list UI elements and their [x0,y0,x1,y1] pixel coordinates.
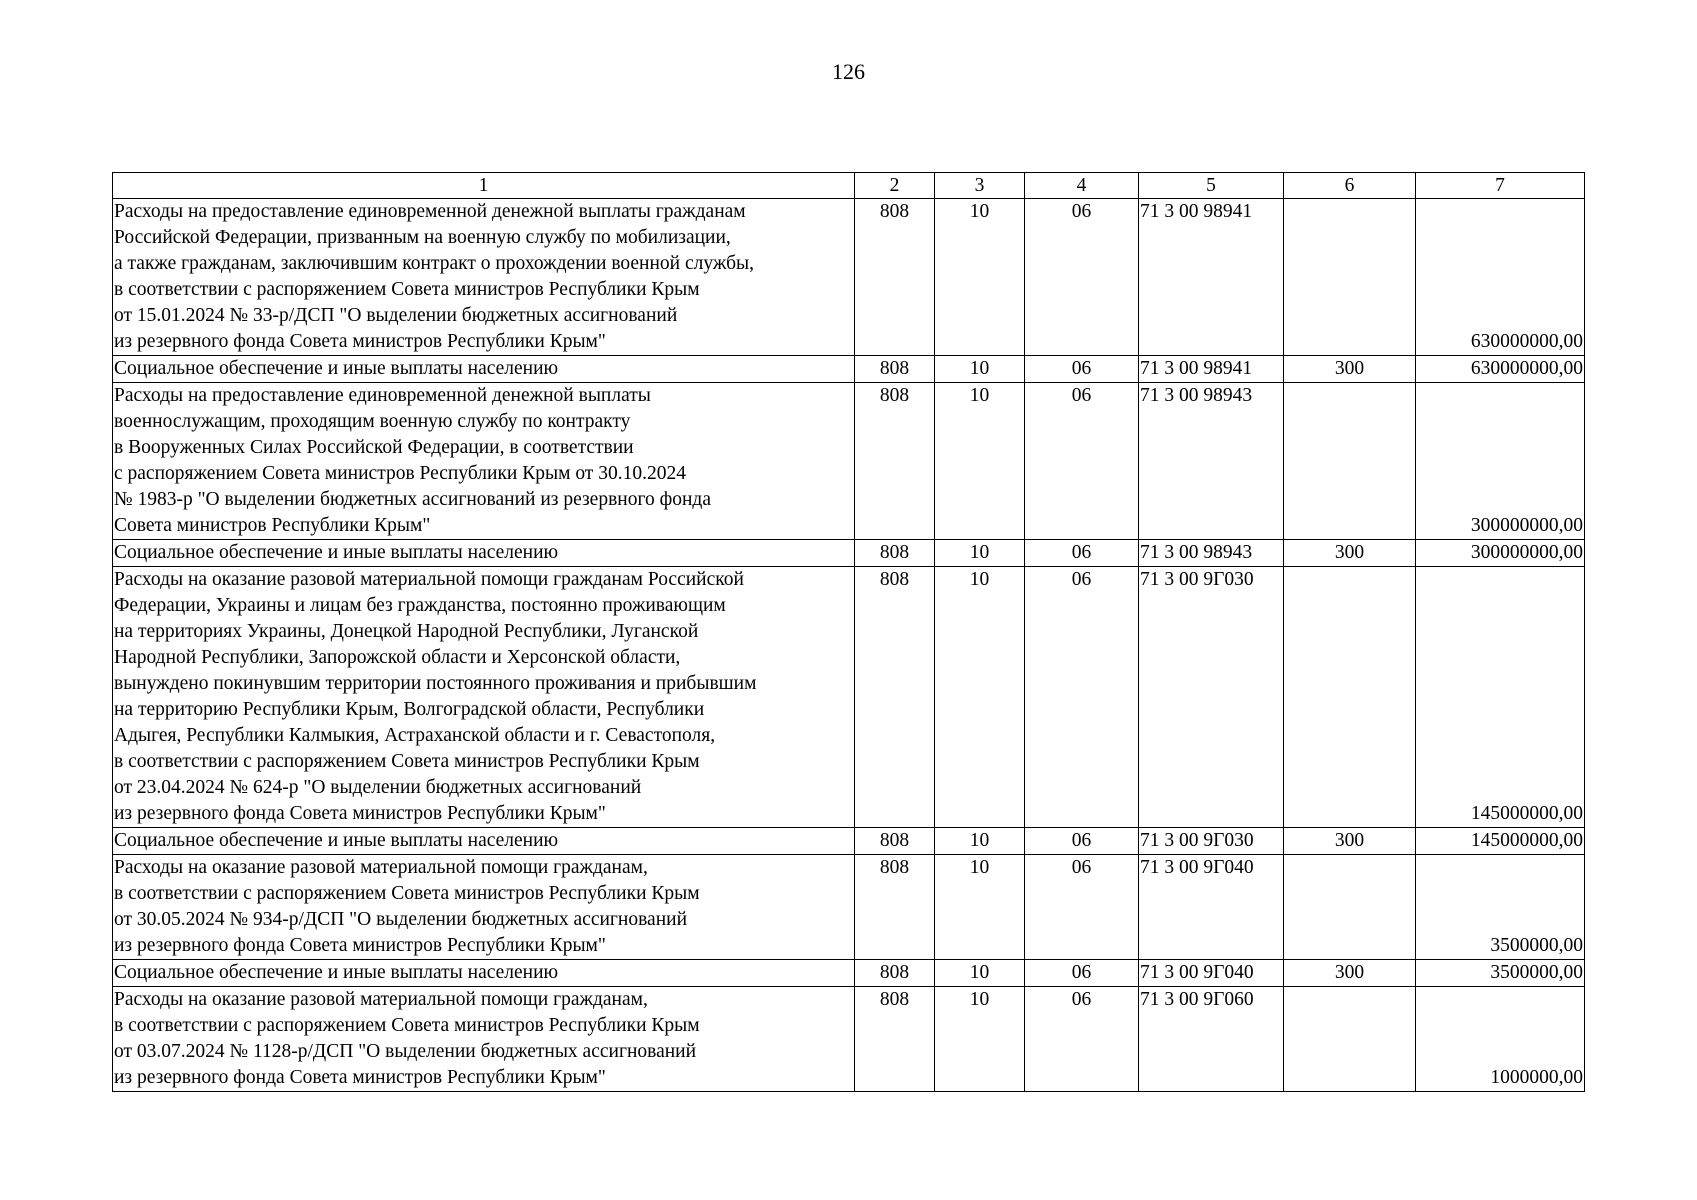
budget-table [112,172,1585,1092]
subsection-code-cell: 06 [1025,960,1139,987]
target-article-cell: 71 3 00 9Г040 [1139,855,1284,960]
subsection-code-cell: 06 [1025,383,1139,540]
header-cell: 6 [1284,173,1416,199]
header-cell: 2 [855,173,935,199]
header-cell: 5 [1139,173,1284,199]
expense-type-cell: 300 [1284,356,1416,383]
expense-name-cell: Расходы на оказание разовой материальной помощи гражданам, в соответствии с распоряжением Совета министров Республики Крым от 03.07.2024 № 1128-р/ДСП "О выделении бюджетных ассигнований из резервного фонда Совета министров Республики Крым" [113,987,855,1092]
amount-cell: 300000000,00 [1416,540,1585,567]
section-code-cell: 10 [935,828,1025,855]
expense-type-cell [1284,383,1416,540]
table-row [113,540,1585,567]
header-cell: 3 [935,173,1025,199]
expense-name-cell: Расходы на предоставление единовременной денежной выплаты гражданам Российской Федерации, призванным на военную службу по мобилизации, а также гражданам, заключившим контракт о прохождении военной службы, в соответствии с распоряжением Совета министров Республики Крым от 15.01.2024 № 33-р/ДСП "О выделении бюджетных ассигнований из резервного фонда Совета министров Республики Крым" [113,199,855,356]
header-row [113,173,1585,199]
ministry-code-cell: 808 [855,987,935,1092]
section-code-cell: 10 [935,199,1025,356]
expense-type-cell: 300 [1284,540,1416,567]
subsection-code-cell: 06 [1025,356,1139,383]
page-number: 126 [832,59,865,84]
section-code-cell: 10 [935,960,1025,987]
ministry-code-cell: 808 [855,199,935,356]
table-row [113,960,1585,987]
target-article-cell: 71 3 00 9Г030 [1139,567,1284,828]
target-article-cell: 71 3 00 9Г060 [1139,987,1284,1092]
table-row [113,828,1585,855]
expense-name-cell: Социальное обеспечение и иные выплаты населению [113,540,855,567]
target-article-cell: 71 3 00 98941 [1139,199,1284,356]
section-code-cell: 10 [935,855,1025,960]
amount-cell: 630000000,00 [1416,199,1585,356]
section-code-cell: 10 [935,987,1025,1092]
amount-cell: 145000000,00 [1416,828,1585,855]
amount-cell: 145000000,00 [1416,567,1585,828]
amount-cell: 3500000,00 [1416,855,1585,960]
expense-type-cell: 300 [1284,828,1416,855]
expense-name-cell: Расходы на оказание разовой материальной помощи гражданам Российской Федерации, Украины и лицам без гражданства, постоянно проживающим на территориях Украины, Донецкой Народной Республики, Луганской Народной Республики, Запорожской области и Херсонской области, вынуждено покинувшим территории постоянного проживания и прибывшим на территорию Республики Крым, Волгоградской области, Республики Адыгея, Республики Калмыкия, Астраханской области и г. Севастополя, в соответствии с распоряжением Совета министров Республики Крым от 23.04.2024 № 624-р "О выделении бюджетных ассигнований из резервного фонда Совета министров Республики Крым" [113,567,855,828]
amount-cell: 630000000,00 [1416,356,1585,383]
expense-type-cell [1284,199,1416,356]
subsection-code-cell: 06 [1025,855,1139,960]
target-article-cell: 71 3 00 98943 [1139,540,1284,567]
expense-type-cell: 300 [1284,960,1416,987]
expense-name-cell: Социальное обеспечение и иные выплаты населению [113,828,855,855]
header-cell: 7 [1416,173,1585,199]
expense-type-cell [1284,567,1416,828]
target-article-cell: 71 3 00 98943 [1139,383,1284,540]
subsection-code-cell: 06 [1025,540,1139,567]
table-row [113,987,1585,1092]
ministry-code-cell: 808 [855,828,935,855]
table-row [113,567,1585,828]
amount-cell: 1000000,00 [1416,987,1585,1092]
ministry-code-cell: 808 [855,356,935,383]
header-cell: 4 [1025,173,1139,199]
section-code-cell: 10 [935,540,1025,567]
subsection-code-cell: 06 [1025,987,1139,1092]
expense-name-cell: Социальное обеспечение и иные выплаты населению [113,356,855,383]
expense-name-cell: Расходы на оказание разовой материальной помощи гражданам, в соответствии с распоряжением Совета министров Республики Крым от 30.05.2024 № 934-р/ДСП "О выделении бюджетных ассигнований из резервного фонда Совета министров Республики Крым" [113,855,855,960]
amount-cell: 3500000,00 [1416,960,1585,987]
target-article-cell: 71 3 00 9Г040 [1139,960,1284,987]
ministry-code-cell: 808 [855,540,935,567]
table-row [113,855,1585,960]
section-code-cell: 10 [935,567,1025,828]
ministry-code-cell: 808 [855,383,935,540]
header-cell: 1 [113,173,855,199]
section-code-cell: 10 [935,383,1025,540]
target-article-cell: 71 3 00 98941 [1139,356,1284,383]
target-article-cell: 71 3 00 9Г030 [1139,828,1284,855]
table-row [113,199,1585,356]
section-code-cell: 10 [935,356,1025,383]
table-row [113,383,1585,540]
ministry-code-cell: 808 [855,567,935,828]
expense-type-cell [1284,855,1416,960]
amount-cell: 300000000,00 [1416,383,1585,540]
table-row [113,356,1585,383]
ministry-code-cell: 808 [855,855,935,960]
expense-type-cell [1284,987,1416,1092]
expense-name-cell: Социальное обеспечение и иные выплаты населению [113,960,855,987]
subsection-code-cell: 06 [1025,828,1139,855]
ministry-code-cell: 808 [855,960,935,987]
subsection-code-cell: 06 [1025,199,1139,356]
expense-name-cell: Расходы на предоставление единовременной денежной выплаты военнослужащим, проходящим военную службу по контракту в Вооруженных Силах Российской Федерации, в соответствии с распоряжением Совета министров Республики Крым от 30.10.2024 № 1983-р "О выделении бюджетных ассигнований из резервного фонда Совета министров Республики Крым" [113,383,855,540]
subsection-code-cell: 06 [1025,567,1139,828]
